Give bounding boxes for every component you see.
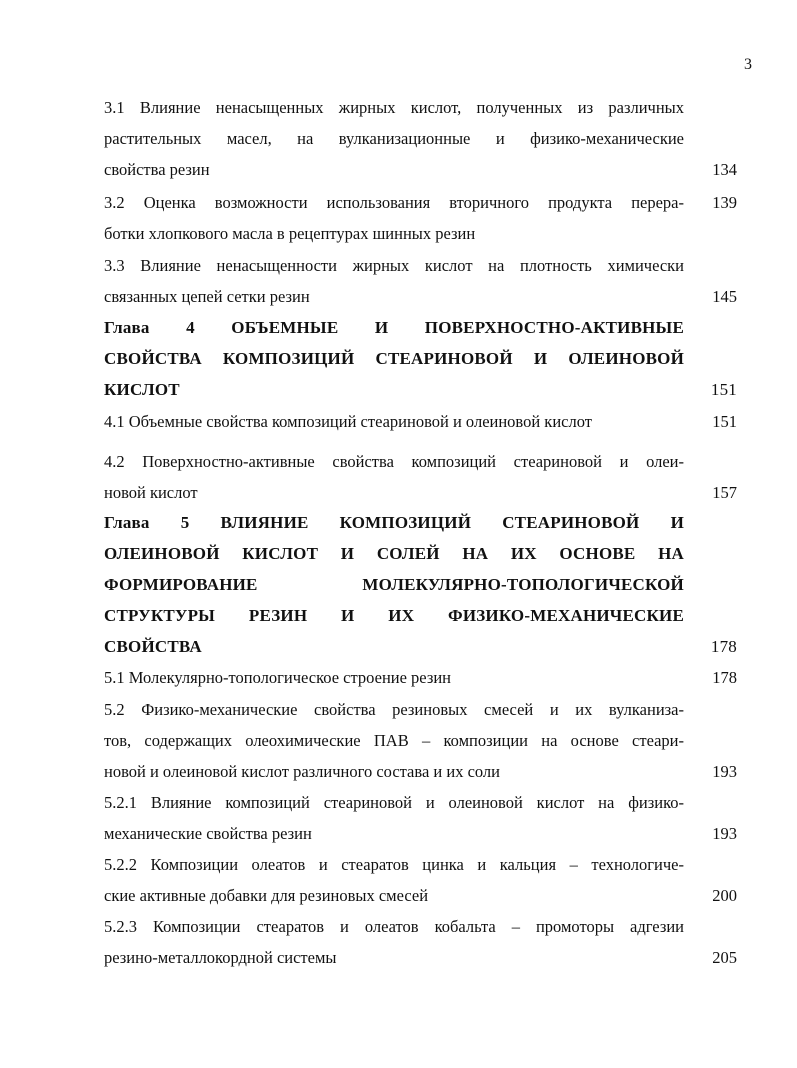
toc-line-text: 3.1 Влияние ненасыщенных жирных кислот, полученных из различных [104, 98, 684, 117]
toc-line [104, 374, 743, 405]
toc-line-text: 3.3 Влияние ненасыщенности жирных кислот на плотность химически [104, 256, 684, 275]
toc-line-text: связанных цепей сетки резин [104, 287, 310, 306]
toc-line [104, 477, 743, 508]
toc-line [104, 880, 743, 911]
toc-line-text: ботки хлопкового масла в рецептурах шинных резин [104, 224, 476, 243]
toc-line [104, 123, 743, 154]
toc-chapter-5 [104, 507, 743, 662]
toc-line [104, 343, 743, 374]
toc-line [104, 849, 743, 880]
toc-line-text: Глава 4 ОБЪЕМНЫЕ И ПОВЕРХНОСТНО-АКТИВНЫЕ [104, 318, 684, 337]
toc-line-text: ФОРМИРОВАНИЕ МОЛЕКУЛЯРНО-ТОПОЛОГИЧЕСКОЙ [104, 575, 684, 594]
toc-line [104, 787, 743, 818]
toc-line [104, 569, 743, 600]
toc-page-number: 151 [710, 380, 737, 399]
toc-line-text: ские активные добавки для резиновых смесей [104, 886, 429, 905]
toc-page-number: 193 [712, 824, 737, 843]
toc-line-text: 5.2.3 Композиции стеаратов и олеатов кобальта – промоторы адгезии [104, 917, 684, 936]
toc-line [104, 631, 743, 662]
toc-line-text: новой кислот [104, 483, 198, 502]
toc-line-text: КИСЛОТ [104, 380, 180, 399]
toc-line [104, 662, 743, 693]
toc-line-text: новой и олеиновой кислот различного состава и их соли [104, 762, 500, 781]
toc-entry-5-2-2 [104, 849, 743, 911]
toc-line [104, 187, 743, 218]
toc-entry-5-2-3 [104, 911, 743, 973]
toc-line-text: СТРУКТУРЫ РЕЗИН И ИХ ФИЗИКО-МЕХАНИЧЕСКИЕ [104, 606, 684, 625]
toc-page-number: 157 [712, 483, 737, 502]
toc-entry-3-3 [104, 250, 743, 312]
toc-line [104, 818, 743, 849]
toc-page-number: 145 [712, 287, 737, 306]
toc-line-text: СВОЙСТВА [104, 637, 202, 656]
toc-line-text: растительных масел, на вулканизационные и физико-механические [104, 129, 684, 148]
toc-entry-5-2 [104, 694, 743, 787]
toc-page-number: 178 [710, 637, 737, 656]
toc-page-number: 134 [712, 160, 737, 179]
toc-line-text: СВОЙСТВА КОМПОЗИЦИЙ СТЕАРИНОВОЙ И ОЛЕИНОВОЙ [104, 349, 684, 368]
toc-line-text: 5.1 Молекулярно-топологическое строение резин [104, 668, 451, 687]
toc-line [104, 92, 743, 123]
toc-line-text: 5.2.1 Влияние композиций стеариновой и олеиновой кислот на физико- [104, 793, 684, 812]
toc-line-text: 5.2.2 Композиции олеатов и стеаратов цинка и кальция – технологиче- [104, 855, 684, 874]
toc-line [104, 725, 743, 756]
toc-line [104, 154, 743, 185]
toc-page-number: 139 [712, 193, 737, 212]
toc-line-text: резино-металлокордной системы [104, 948, 337, 967]
toc-line-text: свойства резин [104, 160, 210, 179]
toc-page-number: 151 [712, 412, 737, 431]
toc-page-number: 178 [712, 668, 737, 687]
toc-line [104, 694, 743, 725]
toc-entry-4-1 [104, 406, 743, 437]
toc-line [104, 218, 743, 249]
toc-entry-3-1 [104, 92, 743, 185]
page-number: 3 [744, 56, 752, 73]
toc-entry-4-2 [104, 446, 743, 508]
toc-page-number: 193 [712, 762, 737, 781]
toc-line [104, 911, 743, 942]
toc-line [104, 406, 743, 437]
toc-line-text: механические свойства резин [104, 824, 312, 843]
toc-line-text: ОЛЕИНОВОЙ КИСЛОТ И СОЛЕЙ НА ИХ ОСНОВЕ НА [104, 544, 684, 563]
toc-line [104, 538, 743, 569]
toc-page-number: 205 [712, 948, 737, 967]
toc-entry-3-2 [104, 187, 743, 249]
toc-page-number: 200 [712, 886, 737, 905]
toc-line [104, 312, 743, 343]
toc-entry-5-1 [104, 662, 743, 693]
toc-line-text: 3.2 Оценка возможности использования вторичного продукта перера- [104, 193, 684, 212]
toc-line-text: 4.1 Объемные свойства композиций стеариновой и олеиновой кислот [104, 412, 592, 431]
toc-line [104, 756, 743, 787]
toc-line [104, 507, 743, 538]
toc-line-text: тов, содержащих олеохимические ПАВ – композиции на основе стеари- [104, 731, 684, 750]
toc-line [104, 281, 743, 312]
toc-line-text: 5.2 Физико-механические свойства резиновых смесей и их вулканиза- [104, 700, 684, 719]
toc-line [104, 600, 743, 631]
toc-line [104, 942, 743, 973]
toc-line-text: Глава 5 ВЛИЯНИЕ КОМПОЗИЦИЙ СТЕАРИНОВОЙ И [104, 513, 684, 532]
toc-entry-5-2-1 [104, 787, 743, 849]
toc-line [104, 446, 743, 477]
toc-line-text: 4.2 Поверхностно-активные свойства композиций стеариновой и олеи- [104, 452, 684, 471]
toc-line [104, 250, 743, 281]
toc-chapter-4 [104, 312, 743, 405]
